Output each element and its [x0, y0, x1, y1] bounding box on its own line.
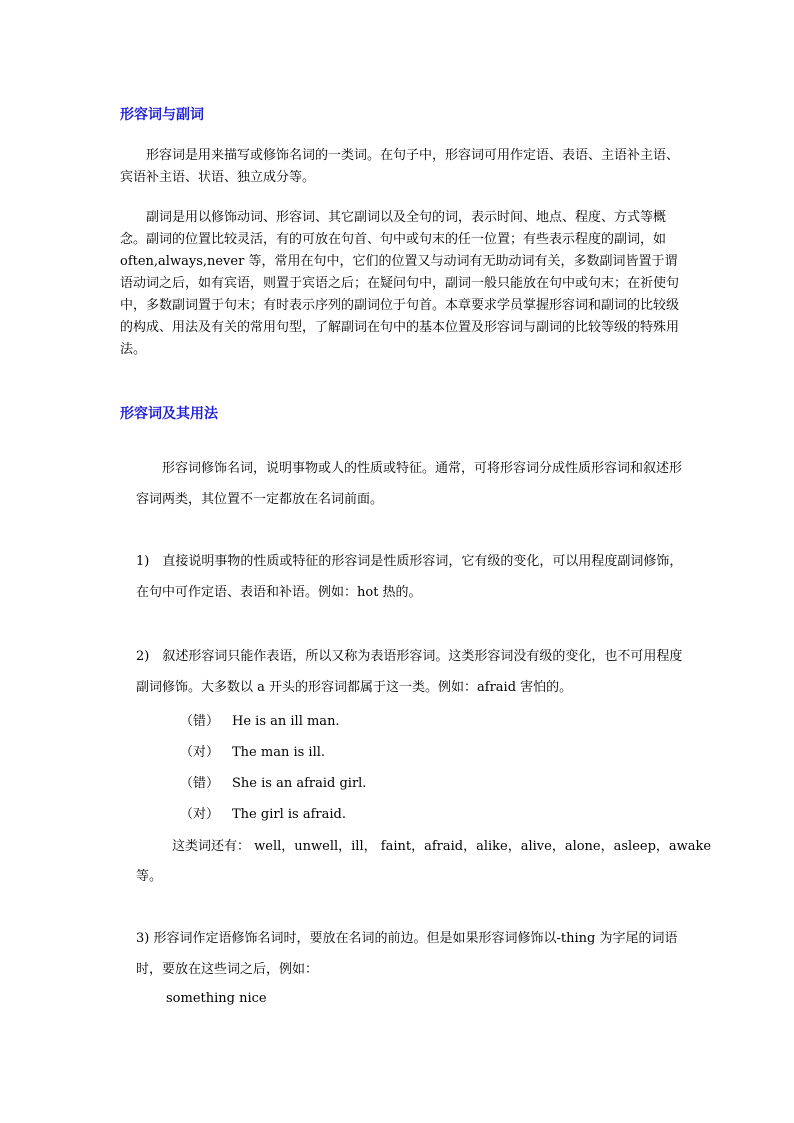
similar-words-line: 这类词还有： well，unwell，ill， faint，afraid，alike，alive，alone，asleep，awake — [172, 839, 712, 854]
example-line — [180, 803, 346, 822]
section-heading-adjectives-adverbs: 形容词与副词 — [120, 107, 204, 123]
example-tag: （错） — [180, 714, 220, 729]
example-line — [180, 772, 366, 791]
example-line — [180, 741, 325, 760]
example-text: He is an ill man. — [232, 714, 340, 729]
example-text: The girl is afraid. — [232, 807, 346, 822]
paragraph-adverb-definition: 副词是用以修饰动词、形容词、其它副词以及全句的词，表示时间、地点、程度、方式等概念。副词的位置比较灵活，有的可放在句首、句中或句末的任一位置；有些表示程度的副词，如 often,always,never 等，常用在句中，它们的位置又与动词有无助动词有关，多数副词皆置于谓语动词之后，如有宾语，则置于宾语之后；在疑问句中，副词一般只能放在句中或句末；在祈使句中，多数副词置于句末；有时表示序列的副词位于句首。本章要求学员掌握形容词和副词的比较级的构成、用法及有关的常用句型，了解副词在句中的基本位置及形容词与副词的比较等级的特殊用法。 — [120, 210, 680, 357]
example-tag: （错） — [180, 776, 220, 791]
example-text: The man is ill. — [232, 745, 326, 760]
list-item-1: 1) 直接说明事物的性质或特征的形容词是性质形容词，它有级的变化，可以用程度副词修饰，在句中可作定语、表语和补语。例如：hot 热的。 — [136, 554, 683, 600]
section-heading-adjective-usage: 形容词及其用法 — [120, 406, 218, 422]
example-line — [180, 710, 340, 729]
list-item-2: 2) 叙述形容词只能作表语，所以又称为表语形容词。这类形容词没有级的变化，也不可用程度副词修饰。大多数以 a 开头的形容词都属于这一类。例如：afraid 害怕的。 — [136, 649, 683, 695]
example-phrase: something nice — [166, 991, 267, 1006]
list-item-3: 3) 形容词作定语修饰名词时，要放在名词的前边。但是如果形容词修饰以-thing 为字尾的词语时，要放在这些词之后，例如： — [136, 931, 678, 977]
example-tag: （对） — [180, 745, 220, 760]
example-tag: （对） — [180, 807, 220, 822]
similar-words-end: 等。 — [136, 869, 163, 884]
example-text: She is an afraid girl. — [232, 776, 367, 791]
paragraph-adjective-definition: 形容词是用来描写或修饰名词的一类词。在句子中，形容词可用作定语、表语、主语补主语、宾语补主语、状语、独立成分等。 — [120, 148, 680, 185]
paragraph-adjective-intro: 形容词修饰名词，说明事物或人的性质或特征。通常，可将形容词分成性质形容词和叙述形容词两类，其位置不一定都放在名词前面。 — [136, 461, 683, 507]
